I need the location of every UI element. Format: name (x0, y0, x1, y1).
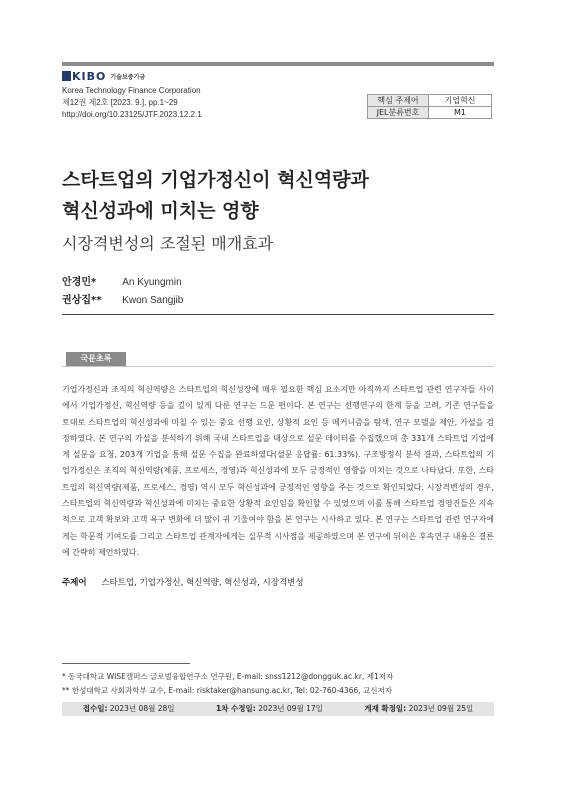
footnote: ** 한성대학교 사회과학부 교수, E-mail: risktaker@hansung.ac.kr, Tel: 02-760-4366, 교신저자 (62, 686, 392, 695)
author-name: 안경민* (62, 277, 97, 288)
paper-title (62, 165, 369, 227)
section-divider (62, 314, 494, 315)
date-value: 2023년 09월 17일 (258, 704, 323, 713)
abstract-text: 기업가정신과 조직의 혁신역량은 스타트업의 혁신성장에 매우 필요한 핵심 요소지만 아직까지 스타트업 관련 연구자들 사이에서 기업가정신, 혁신역량 등을 깊이 있게 다룬 연구는 드문 편이다. 본 연구는 선행연구의 한계 등을 고려, 기존 연구들을 토대로 스타트업의 혁신성과에 미칠 수 있는 중요 선행 요인, 상황적 요인 등 메커니즘을 탐색, 연구 모델을 제안, 가설을 검정하였다. 본 연구의 가설을 분석하기 위해 국내 스타트업을 대상으로 설문 데이터를 수집했으며 총 331개 스타트업 기업에게 설문을 요청, 203개 기업을 통해 설문 수집을 완료하였다(설문 응답률: 61.33%). 구조방정식 분석 결과, 스타트업의 기업가정신은 조직의 혁신역량(제품, 프로세스, 경영)과 혁신성과에 모두 긍정적인 영향을 미치는 것으로 나타났다. 또한, 스타트업의 혁신역량(제품, 프로세스, 경영) 역시 모두 혁신성과에 긍정적인 영향을 주는 것으로 확인되었다. 시장격변성의 경우, 스타트업의 혁신역량과 혁신성과에 미치는 중요한 상황적 요인임을 확인할 수 있었으며 이를 통해 스타트업 경영진들은 지속적으로 고객 확보와 고객 욕구 변화에 더 많이 귀 기울여야 함을 본 연구는 시사하고 있다. 본 연구는 스타트업 관련 연구자에게는 학문적 기여도를 그리고 스타트업 관계자에게는 실무적 시사점을 제공하였으며 본 연구에 뒤이은 후속연구 내용은 결론에 간략히 제언하였다. (62, 385, 494, 557)
date-bar (62, 702, 494, 716)
journal-issue: 제12권 제2호 [2023. 9.], pp.1~29 (62, 98, 178, 107)
journal-doi[interactable]: http://doi.org/10.23125/JTF.2023.12.2.1 (62, 110, 202, 119)
keyword-table-label: 핵심 주제어 (368, 95, 429, 107)
date-label: 접수일: (82, 704, 108, 713)
author (62, 274, 183, 292)
footnote: * 동국대학교 WISE캠퍼스 글로벌융합연구소 연구원, E-mail: snss1212@dongguk.ac.kr, 제1저자 (62, 672, 394, 681)
paper-subtitle: 시장격변성의 조절된 매개효과 (62, 234, 274, 253)
keywords-value: 스타트업, 기업가정신, 혁신역량, 혁신성과, 시장격변성 (101, 578, 304, 588)
keyword-table-row (368, 107, 492, 119)
date-value: 2023년 09월 25일 (408, 704, 474, 713)
author-name: 권상집** (62, 295, 102, 306)
logo-subtext: 기술보증기금 (110, 73, 146, 81)
received-date (83, 702, 175, 716)
paper-title-line: 스타트업의 기업가정신이 혁신역량과 (62, 169, 369, 191)
keyword-table (367, 94, 492, 119)
footnote-rule (62, 663, 190, 664)
author-list (62, 274, 183, 310)
keyword-table-value: 기업혁신 (429, 95, 492, 107)
journal-name: Korea Technology Finance Corporation (62, 86, 201, 95)
date-label: 1차 수정일: (215, 704, 256, 713)
logo-text: KIBO (72, 69, 107, 83)
abstract-label: 국문초록 (66, 352, 126, 366)
keyword-table-label: JEL분류번호 (368, 107, 429, 119)
footnotes (62, 670, 393, 698)
keywords (62, 576, 304, 588)
header-rule (62, 62, 494, 66)
journal-info (62, 85, 202, 121)
logo-mark-icon (62, 71, 71, 81)
date-label: 게재 확정일: (364, 704, 407, 713)
abstract-label-rule (62, 366, 494, 367)
kibo-logo (62, 70, 145, 82)
author-name-en: An Kyungmin (122, 277, 182, 288)
keywords-label: 주제어 (62, 578, 87, 588)
author-name-en: Kwon Sangjib (122, 295, 184, 306)
keyword-table-value: M1 (429, 107, 492, 119)
date-value: 2023년 08월 28일 (109, 704, 175, 713)
author (62, 292, 183, 310)
accepted-date (364, 702, 473, 716)
paper-title-line: 혁신성과에 미치는 영향 (62, 200, 259, 222)
revised-date (216, 702, 323, 716)
keyword-table-row (368, 95, 492, 107)
